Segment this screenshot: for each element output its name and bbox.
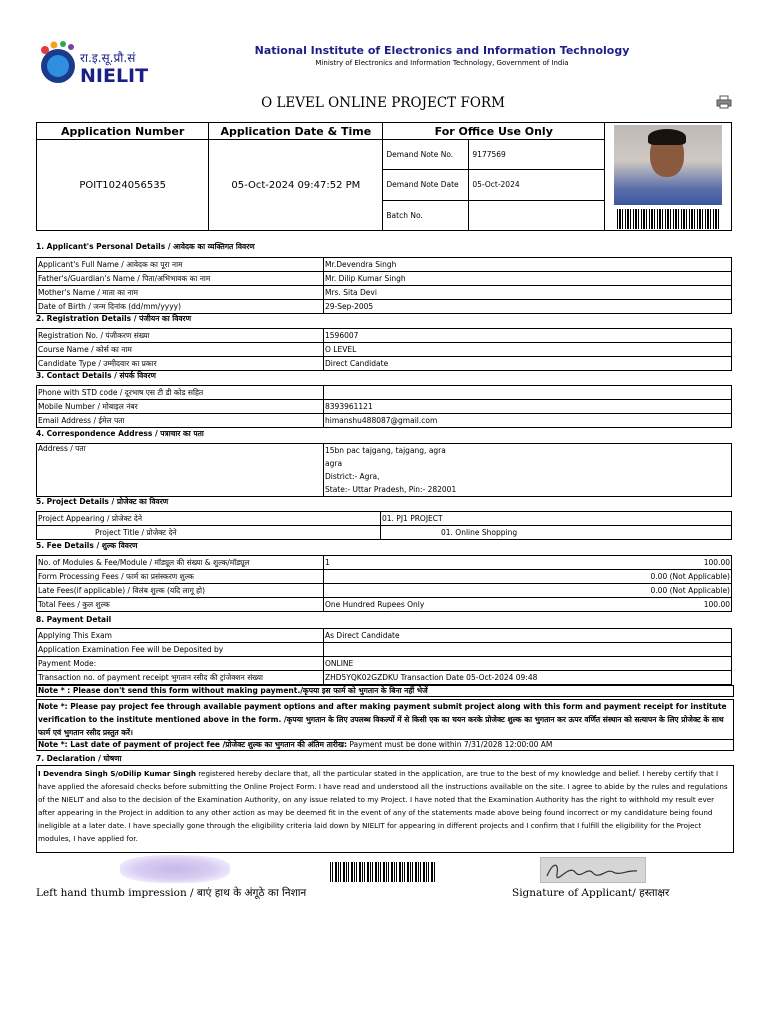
row-value: ZHD5YQK02GZDKU Transaction Date 05-Oct-2024 09:48 xyxy=(324,671,732,685)
address-line: State:- Uttar Pradesh, Pin:- 282001 xyxy=(325,485,457,494)
declarant-name: I Devendra Singh S/oDilip Kumar Singh xyxy=(38,769,196,778)
contact-details-table xyxy=(36,385,732,428)
section-fee-title: 5. Fee Details / शुल्क विवरण xyxy=(36,541,138,550)
table-row xyxy=(37,386,732,400)
address-table xyxy=(36,443,732,497)
total-fee-label: Total Fees / कुल शुल्क xyxy=(37,598,324,612)
demand-note-no-label: Demand Note No. xyxy=(383,140,469,170)
table-row xyxy=(37,272,732,286)
total-fee-cell xyxy=(324,598,732,612)
row-value: 8393961121 xyxy=(324,400,732,414)
table-row xyxy=(37,671,732,685)
application-number-value: POIT1024056535 xyxy=(37,140,209,231)
application-summary-table xyxy=(36,122,732,231)
row-value: himanshu488087@gmail.com xyxy=(324,414,732,428)
processing-fee-label: Form Processing Fees / फार्म का प्रसंस्करण शुल्क xyxy=(37,570,324,584)
table-row xyxy=(37,414,732,428)
table-row xyxy=(37,570,732,584)
row-value: 1596007 xyxy=(324,329,732,343)
svg-text:NIELIT: NIELIT xyxy=(80,65,149,87)
late-fee-label: Late Fees(if applicable) / विलंब शुल्क (यदि लागू हो) xyxy=(37,584,324,598)
fee-details-table xyxy=(36,555,732,612)
section-registration-title: 2. Registration Details / पंजीयन का विवरण xyxy=(36,314,192,323)
header-application-datetime: Application Date & Time xyxy=(209,123,383,140)
modules-label: No. of Modules & Fee/Module / मॉड्यूल की संख्या & शुल्क/मॉड्यूल xyxy=(37,556,324,570)
org-subtitle: Ministry of Electronics and Information Technology, Government of India xyxy=(315,59,569,67)
svg-text:रा.इ.सू.प्रौ.सं: रा.इ.सू.प्रौ.सं xyxy=(80,51,136,65)
address-label: Address / पता xyxy=(37,444,324,497)
table-row xyxy=(37,286,732,300)
table-row xyxy=(37,300,732,314)
section-personal-title: 1. Applicant's Personal Details / आवेदक का व्यक्तिगत विवरण xyxy=(36,242,255,251)
section-contact-title: 3. Contact Details / संपर्क विवरण xyxy=(36,371,156,380)
table-row xyxy=(37,598,732,612)
note-payment-required: Note * : Please don't send this form without making payment./कृपया इस फार्म को भुगतान के बिना नहीं भेजें xyxy=(36,685,734,697)
thumb-impression xyxy=(120,855,230,883)
org-title: National Institute of Electronics and Information Technology xyxy=(254,44,630,57)
address-line: District:- Agra, xyxy=(325,472,380,481)
declaration-body: registered hereby declare that, all the particular stated in the application, are true to the best of my knowledge and belief. I hereby certify that I have applied the aforesaid checks before submitting the Online Project Form. I have read and understood all the instructions available on the site. I agree to abide by the rules and regulations of the NIELIT and also to the decision of the Examination Authority, on any issue related to my Project. I have noted that the Examination Authority has the right to withhold my result ever after appearing in the Project in addition to any other action as may be deemed fit in the event of any of the statements made above being found incorrect or my candidature being found ineligible at a later date. I have specially gone through the eligibility criteria laid down by NIELIT for appearing in different projects and I confirm that I fulfill the eligibility for the Project modules, I have applied for. xyxy=(38,769,728,843)
photo-cell xyxy=(605,123,732,231)
table-row xyxy=(37,657,732,671)
thumb-label: Left hand thumb impression / बाएं हाथ के अंगूठे का निशान xyxy=(36,887,307,899)
header-office-use: For Office Use Only xyxy=(383,123,605,140)
demand-note-date-value: 05-Oct-2024 xyxy=(469,170,604,200)
table-row xyxy=(37,629,732,643)
declaration-text xyxy=(36,765,734,853)
signature-label: Signature of Applicant/ हस्ताक्षर xyxy=(512,887,670,899)
batch-no-value xyxy=(469,200,604,230)
application-datetime-value: 05-Oct-2024 09:47:52 PM xyxy=(209,140,383,231)
form-title: O LEVEL ONLINE PROJECT FORM xyxy=(261,95,505,111)
table-row xyxy=(37,556,732,570)
note-last-date-label: Note *: Last date of payment of project fee /प्रोजेक्ट शुल्क का भुगतान की अंतिम तारीख: xyxy=(38,740,347,749)
row-label: Mother's Name / माता का नाम xyxy=(37,286,324,300)
row-label: Registration No. / पंजीकरण संख्या xyxy=(37,329,324,343)
applicant-photo xyxy=(614,125,722,205)
row-label: Applying This Exam xyxy=(37,629,324,643)
modules-cell xyxy=(324,556,732,570)
table-row xyxy=(37,643,732,657)
table-row xyxy=(37,258,732,272)
row-label: Application Examination Fee will be Deposited by xyxy=(37,643,324,657)
row-value: ONLINE xyxy=(324,657,732,671)
address-line: agra xyxy=(325,459,343,468)
header-application-number: Application Number xyxy=(37,123,209,140)
payment-details-table xyxy=(36,628,732,685)
footer-barcode xyxy=(330,862,436,882)
table-row xyxy=(37,526,732,540)
row-label: Applicant's Full Name / आवेदक का पूरा नाम xyxy=(37,258,324,272)
row-value xyxy=(324,643,732,657)
project-appearing-value: 01. PJ1 PROJECT xyxy=(381,512,732,526)
row-value: Mr.Devendra Singh xyxy=(324,258,732,272)
row-label: Date of Birth / जन्म दिनांक (dd/mm/yyyy) xyxy=(37,300,324,314)
row-label: Email Address / ईमेल पता xyxy=(37,414,324,428)
row-label: Mobile Number / मोबाइल नंबर xyxy=(37,400,324,414)
row-label: Transaction no. of payment receipt भुगतान रसीद की ट्रांजेक्शन संख्या xyxy=(37,671,324,685)
late-fee-value: 0.00 (Not Applicable) xyxy=(324,584,732,598)
row-value: Mr. Dilip Kumar Singh xyxy=(324,272,732,286)
note-payment-instructions: Note *: Please pay project fee through available payment options and after making payment submit project along with this form and payment receipt for institute verification to the institute mentioned above in the form. /कृपया भुगतान के लिए उपलब्ध विकल्पों में से किसी एक का चयन करके प्रोजेक्ट शुल्क का भुगतान कर ऊपर वर्णित संस्थान को सत्यापन के लिए प्रोजेक्ट के साथ फार्म एवं भुगतान रसीद प्रस्तुत करें। xyxy=(36,699,734,740)
row-label: Father's/Guardian's Name / पिता/अभिभावक का नाम xyxy=(37,272,324,286)
section-address-title: 4. Correspondence Address / पत्राचार का पता xyxy=(36,429,204,438)
table-row xyxy=(37,512,732,526)
processing-fee-value: 0.00 (Not Applicable) xyxy=(324,570,732,584)
row-value: 29-Sep-2005 xyxy=(324,300,732,314)
table-row xyxy=(37,400,732,414)
section-payment-title: 8. Payment Detail xyxy=(36,615,112,624)
note-last-date xyxy=(36,739,734,751)
row-value: Direct Candidate xyxy=(324,357,732,371)
address-value xyxy=(324,444,732,497)
row-value: Mrs. Sita Devi xyxy=(324,286,732,300)
nielit-logo xyxy=(36,38,186,90)
modules-fee: 100.00 xyxy=(703,558,730,567)
row-value: As Direct Candidate xyxy=(324,629,732,643)
row-value: O LEVEL xyxy=(324,343,732,357)
section-declaration-title: 7. Declaration / घोषणा xyxy=(36,754,122,763)
office-use-cell xyxy=(383,140,605,231)
row-label: Candidate Type / उम्मीदवार का प्रकार xyxy=(37,357,324,371)
project-title-value: 01. Online Shopping xyxy=(381,526,732,540)
total-fee-words: One Hundred Rupees Only xyxy=(325,600,425,609)
batch-no-label: Batch No. xyxy=(383,200,469,230)
project-title-label: Project Title / प्रोजेक्ट देने xyxy=(37,526,381,540)
registration-details-table xyxy=(36,328,732,371)
table-row xyxy=(37,357,732,371)
table-row xyxy=(37,444,732,497)
total-fee-value: 100.00 xyxy=(703,600,730,609)
table-row xyxy=(37,329,732,343)
personal-details-table xyxy=(36,257,732,314)
printer-icon[interactable] xyxy=(716,94,732,108)
section-project-title: 5. Project Details / प्रोजेक्ट का विवरण xyxy=(36,497,169,506)
row-label: Phone with STD code / दूरभाष एस टी डी कोड सहित xyxy=(37,386,324,400)
row-label: Course Name / कोर्स का नाम xyxy=(37,343,324,357)
note-last-date-value: Payment must be done within 7/31/2028 12:00:00 AM xyxy=(346,740,553,749)
modules-count: 1 xyxy=(325,558,330,567)
row-label: Payment Mode: xyxy=(37,657,324,671)
photo-barcode xyxy=(617,209,719,229)
project-appearing-label: Project Appearing / प्रोजेक्ट देने xyxy=(37,512,381,526)
address-line: 15bn pac tajgang, tajgang, agra xyxy=(325,446,446,455)
demand-note-date-label: Demand Note Date xyxy=(383,170,469,200)
table-row xyxy=(37,584,732,598)
row-value xyxy=(324,386,732,400)
project-details-table xyxy=(36,511,732,540)
demand-note-no-value: 9177569 xyxy=(469,140,604,170)
signature-image xyxy=(540,857,646,883)
table-row xyxy=(37,343,732,357)
